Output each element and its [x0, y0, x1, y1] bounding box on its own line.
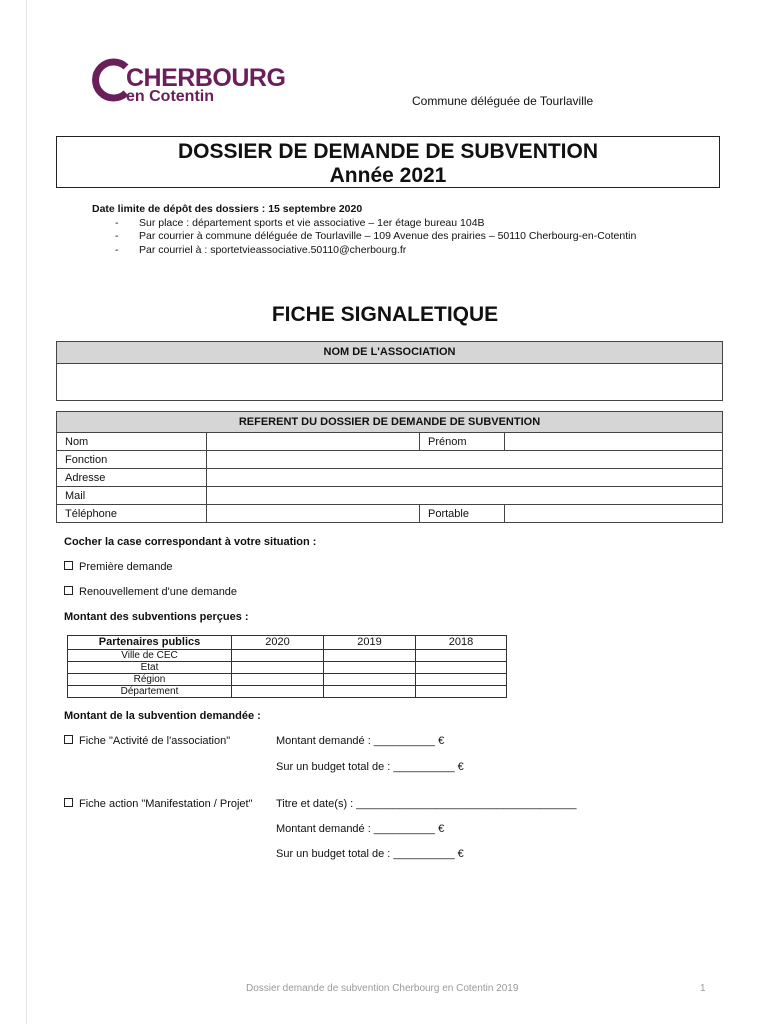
option-label: Fiche "Activité de l'association" — [79, 735, 231, 747]
checkbox[interactable] — [64, 586, 73, 595]
table-row — [68, 674, 507, 686]
document-year: Année 2021 — [329, 164, 447, 187]
footer-text: Dossier demande de subvention Cherbourg en Cotentin 2019 — [246, 983, 519, 994]
page-number: 1 — [700, 983, 706, 994]
prenom-label: Prénom — [420, 433, 505, 451]
association-table — [56, 341, 723, 401]
deposit-info — [92, 203, 636, 257]
fonction-field[interactable] — [207, 451, 723, 469]
titre-dates[interactable]: Titre et date(s) : ____________________________________ — [276, 798, 577, 810]
amount-cell[interactable] — [416, 662, 507, 674]
portable-label: Portable — [420, 505, 505, 523]
nom-field[interactable] — [207, 433, 420, 451]
amount-cell[interactable] — [324, 662, 416, 674]
montant-demande-2[interactable]: Montant demandé : __________ € — [276, 823, 445, 835]
budget-total-1[interactable]: Sur un budget total de : __________ € — [276, 761, 464, 773]
col-2019: 2019 — [324, 636, 416, 650]
deposit-by-email[interactable]: Par courriel à : sportetvieassociative.50110@cherbourg.fr — [139, 243, 407, 256]
table-row — [68, 650, 507, 662]
deposit-by-mail: Par courrier à commune déléguée de Tourlaville – 109 Avenue des prairies – 50110 Cherbourg-en-Cotentin — [139, 230, 637, 242]
table-row — [68, 686, 507, 698]
checkbox[interactable] — [64, 561, 73, 570]
deposit-on-site: Sur place : département sports et vie associative – 1er étage bureau 104B — [139, 216, 485, 229]
amount-cell[interactable] — [324, 650, 416, 662]
commune-label: Commune déléguée de Tourlaville — [412, 94, 594, 108]
logo-sub-text: en Cotentin — [126, 88, 214, 105]
amount-cell[interactable] — [324, 674, 416, 686]
page-edge — [26, 0, 27, 1024]
col-2020: 2020 — [232, 636, 324, 650]
list-item: - Par courrier à commune déléguée de Tourlaville – 109 Avenue des prairies – 50110 Cherbourg-en-Cotentin — [115, 230, 637, 242]
fiche-title: FICHE SIGNALETIQUE — [271, 303, 499, 326]
demande-label: Montant de la subvention demandée : — [64, 710, 261, 722]
option-label: Première demande — [79, 561, 173, 573]
amount-cell[interactable] — [416, 674, 507, 686]
adresse-field[interactable] — [207, 469, 723, 487]
title-box — [56, 136, 720, 188]
amount-cell[interactable] — [416, 650, 507, 662]
association-header: NOM DE L'ASSOCIATION — [57, 342, 722, 364]
adresse-label: Adresse — [57, 469, 207, 487]
partner-name: Région — [68, 674, 232, 686]
amount-cell[interactable] — [232, 674, 324, 686]
telephone-field[interactable] — [207, 505, 420, 523]
fonction-label: Fonction — [57, 451, 207, 469]
amount-cell[interactable] — [324, 686, 416, 698]
referent-table — [56, 411, 723, 523]
mail-label: Mail — [57, 487, 207, 505]
association-name-field[interactable] — [57, 364, 722, 400]
checkbox[interactable] — [64, 798, 73, 807]
option-label: Renouvellement d'une demande — [79, 586, 238, 598]
deadline-text: Date limite de dépôt des dossiers : 15 septembre 2020 — [92, 203, 363, 215]
table-row — [68, 662, 507, 674]
amount-cell[interactable] — [232, 686, 324, 698]
premiere-demande-option[interactable] — [64, 561, 173, 573]
subventions-percues-label: Montant des subventions perçues : — [64, 611, 249, 623]
prenom-field[interactable] — [505, 433, 723, 451]
fiche-activite-option[interactable] — [64, 735, 230, 747]
col-partenaires: Partenaires publics — [68, 636, 232, 650]
document-title: DOSSIER DE DEMANDE DE SUBVENTION — [177, 140, 599, 163]
referent-header: REFERENT DU DOSSIER DE DEMANDE DE SUBVENTION — [57, 412, 723, 433]
partner-name: Etat — [68, 662, 232, 674]
col-2018: 2018 — [416, 636, 507, 650]
list-item: - Sur place : département sports et vie associative – 1er étage bureau 104B — [115, 216, 485, 229]
situation-label: Cocher la case correspondant à votre situation : — [64, 536, 317, 548]
partner-name: Ville de CEC — [68, 650, 232, 662]
checkbox[interactable] — [64, 735, 73, 744]
subventions-table — [67, 635, 507, 698]
fiche-action-option[interactable] — [64, 798, 253, 810]
renouvellement-option[interactable] — [64, 586, 237, 598]
option-label: Fiche action "Manifestation / Projet" — [79, 798, 253, 810]
amount-cell[interactable] — [416, 686, 507, 698]
mail-field[interactable] — [207, 487, 723, 505]
partner-name: Département — [68, 686, 232, 698]
budget-total-2[interactable]: Sur un budget total de : __________ € — [276, 848, 464, 860]
telephone-label: Téléphone — [57, 505, 207, 523]
portable-field[interactable] — [505, 505, 723, 523]
amount-cell[interactable] — [232, 662, 324, 674]
montant-demande-1[interactable]: Montant demandé : __________ € — [276, 735, 445, 747]
cherbourg-logo — [92, 58, 286, 110]
logo-main-text: CHERBOURG — [126, 64, 286, 92]
nom-label: Nom — [57, 433, 207, 451]
list-item: - Par courriel à : sportetvieassociative.50110@cherbourg.fr — [115, 243, 407, 256]
amount-cell[interactable] — [232, 650, 324, 662]
